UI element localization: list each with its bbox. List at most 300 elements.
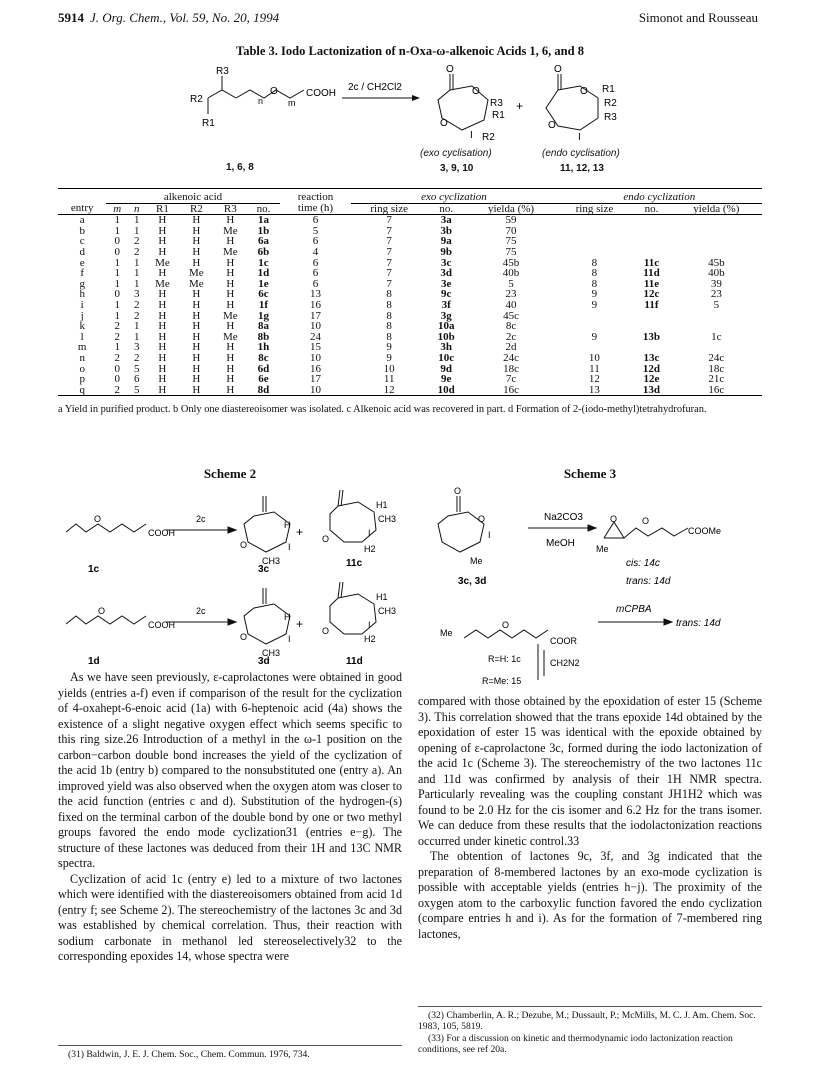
s2-3c-i: I xyxy=(288,542,291,552)
table-cell: 8c xyxy=(258,351,269,364)
table-cell: H xyxy=(226,235,235,248)
table-cell: H xyxy=(192,298,201,311)
table-footnote: a Yield in purified product. b Only one diastereoisomer was isolated. c Alkenoic acid was recovered in part. d Formation of 2-(iodo-methyl)tetrahydrofuran. xyxy=(58,404,707,415)
table-cell: H xyxy=(226,351,235,364)
table-cell: 17 xyxy=(309,373,321,386)
table-cell: 40 xyxy=(505,298,517,311)
table-cell: 11e xyxy=(643,277,660,290)
table-body xyxy=(58,215,762,396)
table-cell: n xyxy=(79,351,85,364)
table-cell: 1h xyxy=(257,341,270,354)
table-cell: 16 xyxy=(309,362,321,375)
table-cell xyxy=(557,226,633,237)
scheme-endo-r1: R1 xyxy=(602,84,615,95)
scheme-o: O xyxy=(270,86,278,97)
table-cell: Me xyxy=(223,309,238,322)
table-cell: 3e xyxy=(441,277,452,290)
s2-label-3c: 3c xyxy=(258,564,270,575)
group-alkenoic: alkenoic acid xyxy=(106,189,279,204)
table-cell: 75 xyxy=(505,245,517,258)
column-header: ring size xyxy=(557,203,633,215)
table-cell: 40b xyxy=(708,267,725,280)
table-cell: H xyxy=(192,320,201,333)
table-cell: H xyxy=(226,288,235,301)
paragraph-left-1: As we have seen previously, ε-caprolactones were obtained in good yields (entries a-f) even if comparison of the result for the cyclization of 4-oxahept-6-enoic acid (1a) with 6-heptenoic acid (4a) shows the existence of a slight negative oxygen effect which seems specific to this ring size.26 Introduction of a methyl in the ω-1 position on the carbon−carbon double bond increases the yield of the cyclization of the acid 1b (entry b) compared to the nonsubstituted one (entry a). An improved yield was also observed when the oxygen atom was closer to the acid function (entries c and d). Substitution of the hydrogen-(s) fixed on the terminal carbon of the double bond by one or two methyl groups favored the endo mode cyclization31 (entries e−g). The structure of these lactones was deduced from their 1H and 13C NMR spectra. xyxy=(58,670,402,870)
endo-label: (endo cyclisation) xyxy=(542,148,620,159)
table-cell: Me xyxy=(223,224,238,237)
table-cell: 75 xyxy=(505,235,517,248)
s3-ester-me: Me xyxy=(440,628,453,638)
table-title: Table 3. Iodo Lactonization of n-Oxa-ω-alkenoic Acids 1, 6, and 8 xyxy=(236,44,584,58)
scheme-n: n xyxy=(258,96,264,106)
table-cell: 1 xyxy=(134,277,140,290)
body-column-right xyxy=(418,694,762,942)
reference-32: (32) Chamberlin, A. R.; Dezube, M.; Dussault, P.; McMills, M. C. J. Am. Chem. Soc. 1983, 105, 5819. xyxy=(418,1010,756,1033)
table-cell: 8 xyxy=(386,298,392,311)
scheme-exo-r2: R2 xyxy=(482,132,495,143)
table-cell: H xyxy=(213,385,247,396)
paragraph-left-2: Cyclization of acid 1c (entry e) led to a mixture of two lactones which were identified with the diastereoisomers obtained from acid 1d (entry f; see Scheme 2). The stereochemistry of the lactones 3c and 3d was established by chemical correlation. Thus, their reaction with sodium carbonate in methanol led stereoselectively32 to the corresponding epoxides 14, whose spectra were xyxy=(58,871,402,963)
table-cell: 13c xyxy=(643,351,660,364)
table-cell: Me xyxy=(155,277,170,290)
table-cell: 6 xyxy=(134,373,140,386)
table-cell: H xyxy=(158,298,167,311)
table-cell: 12 xyxy=(588,373,600,386)
table-cell: 9d xyxy=(440,362,453,375)
table-cell: Me xyxy=(223,330,238,343)
table-cell: 17 xyxy=(309,309,321,322)
table-cell: 2 xyxy=(114,330,121,343)
s3-epox-me: Me xyxy=(596,544,609,554)
table-cell: i xyxy=(80,298,84,311)
column-header: no. xyxy=(632,203,670,215)
table-cell: H xyxy=(145,385,179,396)
table-cell: H xyxy=(192,288,201,301)
s2-reagent-2: 2c xyxy=(196,606,206,616)
header-left xyxy=(58,10,279,26)
table-cell: 3 xyxy=(134,288,140,301)
table-cell: 1e xyxy=(258,277,269,290)
table-cell xyxy=(671,311,762,322)
table-cell: H xyxy=(158,214,167,227)
table-cell: 8 xyxy=(386,309,392,322)
table-cell: H xyxy=(192,214,201,227)
s3-coor: COOR xyxy=(550,636,577,646)
table-cell: 2 xyxy=(114,320,121,333)
scheme-3-title: Scheme 3 xyxy=(563,466,617,481)
table-cell: 3b xyxy=(440,224,453,237)
page-number: 5914 xyxy=(58,10,84,25)
table-cell: 6 xyxy=(312,214,319,227)
table-cell xyxy=(632,226,670,237)
table-cell: 7 xyxy=(386,267,392,280)
table-cell: H xyxy=(192,373,201,386)
s3-trans: trans: 14d xyxy=(626,576,671,587)
table-cell: Me xyxy=(189,277,204,290)
table-cell xyxy=(671,236,762,247)
s2-label-3d: 3d xyxy=(258,656,270,666)
s2-11d-h1: H1 xyxy=(376,592,388,602)
column-header: R3 xyxy=(213,203,247,215)
s2-11d-h2: H2 xyxy=(364,634,376,644)
s2-3c-ch3: CH3 xyxy=(262,556,281,566)
page-header xyxy=(58,10,758,28)
table-cell: 13 xyxy=(309,288,321,301)
table-cell xyxy=(632,236,670,247)
table-cell: 45b xyxy=(708,256,725,269)
table-cell: f xyxy=(80,267,85,280)
column-header: n xyxy=(128,203,145,215)
table-cell: 2d xyxy=(505,341,517,354)
journal-citation: J. Org. Chem., Vol. 59, No. 20, 1994 xyxy=(90,10,280,25)
s2-1d-o: O xyxy=(98,606,106,616)
scheme-r1: R1 xyxy=(202,118,215,129)
s2-3c-h: H xyxy=(284,520,291,530)
table-cell: 1 xyxy=(134,267,140,280)
table-cell: 1 xyxy=(114,224,121,237)
table-cell: 1 xyxy=(114,341,121,354)
table-cell: 10 xyxy=(588,351,600,364)
table-row xyxy=(58,385,762,396)
table-cell: 5 xyxy=(312,224,319,237)
table-cell: 9c xyxy=(441,288,452,301)
s3-rme: R=Me: 15 xyxy=(482,676,522,686)
table-cell: H xyxy=(158,320,167,333)
table-cell: 7 xyxy=(386,256,392,269)
table-cell: 8c xyxy=(505,320,517,333)
table-cell: 1 xyxy=(114,309,121,322)
table-cell: d xyxy=(79,245,85,258)
table-cell: H xyxy=(226,256,235,269)
table-cell: 12 xyxy=(351,385,427,396)
table-cell: 11d xyxy=(643,267,660,280)
table-cell: 1b xyxy=(257,224,270,237)
table-cell: 4 xyxy=(312,245,319,258)
scheme-m: m xyxy=(288,98,296,108)
s2-11d-ch3: CH3 xyxy=(378,606,397,616)
table-cell: 1d xyxy=(257,267,270,280)
table-cell: H xyxy=(192,351,201,364)
s3-coome: COOMe xyxy=(688,526,722,536)
scheme-exo-carbonyl-o: O xyxy=(446,64,454,75)
table-cell: a xyxy=(79,214,85,227)
table-cell: 6 xyxy=(312,256,319,269)
reactant-numbers: 1, 6, 8 xyxy=(226,162,254,173)
table-cell: H xyxy=(226,267,235,280)
table-cell: 1 xyxy=(134,330,140,343)
s2-label-11d: 11d xyxy=(346,656,363,666)
s3-me: Me xyxy=(470,556,483,566)
s2-label-1d: 1d xyxy=(88,656,100,666)
table-cell: H xyxy=(226,320,235,333)
s3-ester-o: O xyxy=(502,620,510,630)
table-cell: 2 xyxy=(114,351,121,364)
table-cell: H xyxy=(179,385,213,396)
table-cell: 23 xyxy=(505,288,517,301)
table-cell: 2 xyxy=(134,298,140,311)
table-cell: 7 xyxy=(386,214,392,227)
table-cell: 7c xyxy=(505,373,517,386)
table-cell: 3d xyxy=(440,267,453,280)
table-cell: 6 xyxy=(312,235,319,248)
table-cell: H xyxy=(226,298,235,311)
table-cell: 8 xyxy=(591,256,598,269)
table-cell: 10c xyxy=(438,351,455,364)
table-cell: Me xyxy=(189,267,204,280)
table-cell: j xyxy=(80,309,84,322)
s3-carbonyl-o: O xyxy=(454,486,462,496)
table-cell: 3 xyxy=(134,341,140,354)
table-cell xyxy=(671,226,762,237)
table-cell: 2c xyxy=(505,330,517,343)
table-cell: H xyxy=(192,341,201,354)
table-cell: b xyxy=(79,224,85,237)
s2-reagent-1: 2c xyxy=(196,514,206,524)
table-cell: 39 xyxy=(710,277,722,290)
table-cell: H xyxy=(192,245,201,258)
table-cell: 18c xyxy=(708,362,725,375)
table-cell: 1 xyxy=(134,256,140,269)
table-cell: 24c xyxy=(503,351,519,364)
table-cell: 1 xyxy=(134,214,140,227)
table-cell: H xyxy=(158,351,167,364)
table-cell: 7 xyxy=(386,235,392,248)
table-cell: H xyxy=(158,288,167,301)
table-cell xyxy=(632,215,670,226)
table-cell: 13b xyxy=(642,330,661,343)
scheme-endo-carbonyl-o: O xyxy=(554,64,562,75)
group-endo: endo cyclization xyxy=(557,189,762,204)
table-cell: 3f xyxy=(441,298,451,311)
table-cell: 18c xyxy=(503,362,519,375)
table-cell: 1c xyxy=(258,256,269,269)
table-cell: H xyxy=(226,277,235,290)
endo-numbers: 11, 12, 13 xyxy=(560,163,604,174)
s2-11d-o: O xyxy=(322,626,330,636)
scheme-exo-o2: O xyxy=(440,118,448,129)
s3-rh: R=H: 1c xyxy=(488,654,521,664)
table-cell: e xyxy=(79,256,85,269)
table-cell: l xyxy=(80,330,84,343)
scheme-3 xyxy=(418,466,762,690)
table-cell: Me xyxy=(223,245,238,258)
table-cell: 16c xyxy=(465,385,556,396)
paragraph-right-2: The obtention of lactones 9c, 3f, and 3g indicated that the preparation of 8-membered lactones by an exo-mode cyclization is possible with acceptable yields (entries h−j). The proximity of the oxygen atom to the carboxylic function favored the endo cyclization (compare entries h and i). As for the formation of 7-membered ring lactones, xyxy=(418,849,762,941)
table-cell: 10 xyxy=(280,385,352,396)
s2-11d-i: I xyxy=(368,620,371,630)
table-cell: H xyxy=(158,373,167,386)
s2-1c-cooh: COOH xyxy=(148,528,175,538)
table-cell: 10 xyxy=(309,320,321,333)
scheme-2-drawing xyxy=(58,466,402,666)
table-cell: 6d xyxy=(257,362,270,375)
s2-label-11c: 11c xyxy=(346,558,363,569)
column-header: no. xyxy=(247,203,279,215)
table-cell: 24 xyxy=(309,330,321,343)
table-cell: 8 xyxy=(591,267,598,280)
table-cell: 7 xyxy=(386,224,392,237)
table-cell: 21c xyxy=(708,373,725,386)
table-cell: 40b xyxy=(502,267,520,280)
table-cell: 6 xyxy=(312,277,319,290)
column-header: time (h) xyxy=(280,203,352,215)
table-cell: 2 xyxy=(134,235,140,248)
table-cell: 9a xyxy=(440,235,452,248)
table-cell: 10d xyxy=(427,385,465,396)
s2-11c-o: O xyxy=(322,534,330,544)
s3-label-3c3d: 3c, 3d xyxy=(458,576,487,587)
s3-trans2: trans: 14d xyxy=(676,618,721,629)
table-cell: 6 xyxy=(312,267,319,280)
table-cell: 0 xyxy=(114,245,121,258)
column-header: R2 xyxy=(179,203,213,215)
scheme-cooh: COOH xyxy=(306,88,336,99)
table-cell: 13d xyxy=(632,385,670,396)
table-cell: q xyxy=(58,385,106,396)
table-cell: 8 xyxy=(591,277,598,290)
table-cell: 9b xyxy=(440,245,453,258)
table-cell: 7 xyxy=(386,245,392,258)
table-cell: 8 xyxy=(386,320,392,333)
table-cell: 45b xyxy=(502,256,520,269)
table-cell: 8 xyxy=(386,288,392,301)
table-cell: 2 xyxy=(134,309,140,322)
table-cell: H xyxy=(192,309,201,322)
table-cell: 10b xyxy=(437,330,455,343)
table-cell: 45c xyxy=(503,309,519,322)
table-cell: H xyxy=(192,330,201,343)
table-cell: H xyxy=(158,309,167,322)
column-header: m xyxy=(106,203,128,215)
table-cell: c xyxy=(79,235,85,248)
table-cell: 12c xyxy=(643,288,660,301)
column-header: no. xyxy=(427,203,465,215)
table-cell: 23 xyxy=(710,288,722,301)
table-cell: p xyxy=(79,373,85,386)
table-cell: o xyxy=(79,362,85,375)
s2-3d-o: O xyxy=(240,632,248,642)
table-cell: 1g xyxy=(257,309,269,322)
table-cell: 11 xyxy=(383,373,395,386)
table-cell: H xyxy=(158,341,167,354)
reference-33: (33) For a discussion on kinetic and thermodynamic iodo lactonization reaction conditions, see ref 20a. xyxy=(418,1032,733,1056)
s2-3d-i: I xyxy=(288,634,291,644)
table-cell: H xyxy=(226,214,235,227)
column-header: R1 xyxy=(145,203,179,215)
table-row xyxy=(58,300,762,311)
table-cell: 1f xyxy=(258,298,269,311)
table-cell: 5 xyxy=(713,298,720,311)
table-cell: 3g xyxy=(440,309,452,322)
table-cell: H xyxy=(192,362,201,375)
table-cell: 0 xyxy=(114,373,121,386)
table-cell: 9 xyxy=(386,341,392,354)
table-cell: 11f xyxy=(644,298,659,311)
table-cell: 1 xyxy=(114,298,121,311)
table-cell: 1 xyxy=(114,277,121,290)
table-cell: 6c xyxy=(258,288,269,301)
table-cell: 9 xyxy=(386,351,392,364)
table-cell: 8d xyxy=(247,385,279,396)
scheme-endo-o2: O xyxy=(548,120,556,131)
table-cell xyxy=(557,311,633,322)
column-header: yielda (%) xyxy=(671,203,762,215)
table-cell: H xyxy=(192,235,201,248)
s2-3d-ch3: CH3 xyxy=(262,648,281,658)
table-cell: H xyxy=(192,224,201,237)
table-cell xyxy=(557,236,633,247)
group-reaction: reaction xyxy=(280,189,352,204)
s3-reagent-2: MeOH xyxy=(546,538,575,549)
s3-i: I xyxy=(488,530,491,540)
paragraph-right-1: compared with those obtained by the epoxidation of ester 15 (Scheme 3). This correlation showed that the trans epoxide 14d obtained by the epoxidation of ester 15 was identical with the epoxide obtained by opening of ε-caprolactone 3c, formed during the iodo lactonization of the acid 1c (Scheme 3). The stereochemistry of the two lactones 11c and 11d was confirmed by analysis of their 1H NMR spectra. Particularly revealing was the coupling constant JH1H2 which was found to be 2.0 Hz for the cis isomer and 6.2 Hz for the trans isomer. We can deduce from these results that the iodolactonization reactions occurred under kinetic control.33 xyxy=(418,694,762,848)
table-cell: 8 xyxy=(386,330,392,343)
table-cell: 0 xyxy=(114,288,121,301)
table-cell: 5 xyxy=(508,277,514,290)
s2-11c-h1: H1 xyxy=(376,500,388,510)
table-cell: 6e xyxy=(258,373,269,386)
s3-mcpba: mCPBA xyxy=(616,604,652,615)
references-right xyxy=(418,1006,762,1056)
table-cell: 9 xyxy=(591,298,598,311)
table-cell: 2 xyxy=(134,351,140,364)
table-cell: 1 xyxy=(134,320,140,333)
table-cell: 3c xyxy=(441,256,452,269)
scheme-exo-r1: R1 xyxy=(492,110,505,121)
table-cell xyxy=(557,215,633,226)
table-cell: H xyxy=(226,373,235,386)
table-cell: H xyxy=(158,362,167,375)
table-cell: 59 xyxy=(505,214,517,227)
s2-label-1c: 1c xyxy=(88,564,100,575)
s2-3d-h: H xyxy=(284,612,291,622)
table-cell: 16c xyxy=(671,385,762,396)
s3-chain-o: O xyxy=(642,516,650,526)
s2-plus-2: + xyxy=(296,617,304,631)
table-cell: H xyxy=(158,245,167,258)
exo-numbers: 3, 9, 10 xyxy=(440,163,474,174)
table-cell: 3a xyxy=(440,214,452,227)
table-row xyxy=(58,353,762,364)
s3-cis: cis: 14c xyxy=(626,558,660,569)
table-cell: 15 xyxy=(309,341,321,354)
table-cell: 8a xyxy=(257,320,269,333)
table-cell: 12d xyxy=(642,362,661,375)
body-column-left xyxy=(58,670,402,965)
table-cell xyxy=(671,247,762,258)
table-cell: 11 xyxy=(589,362,600,375)
table-cell: H xyxy=(158,235,167,248)
scheme-exo-i: I xyxy=(470,130,473,141)
column-header: yielda (%) xyxy=(465,203,556,215)
table-cell: h xyxy=(79,288,85,301)
s2-plus-1: + xyxy=(296,525,304,539)
table-cell: 9e xyxy=(441,373,452,386)
table-cell: 5 xyxy=(128,385,145,396)
table-cell xyxy=(632,311,670,322)
scheme-exo-r3: R3 xyxy=(490,98,503,109)
table-group-header-row xyxy=(58,189,762,204)
s3-ch2n2: CH2N2 xyxy=(550,658,580,668)
table-cell: 1c xyxy=(711,330,722,343)
scheme-plus: + xyxy=(516,99,524,113)
table-cell: H xyxy=(192,256,201,269)
table-cell: 16 xyxy=(309,298,321,311)
s2-3c-o: O xyxy=(240,540,248,550)
table-cell xyxy=(671,215,762,226)
header-authors: Simonot and Rousseau xyxy=(638,10,758,25)
column-header: entry xyxy=(58,203,106,215)
